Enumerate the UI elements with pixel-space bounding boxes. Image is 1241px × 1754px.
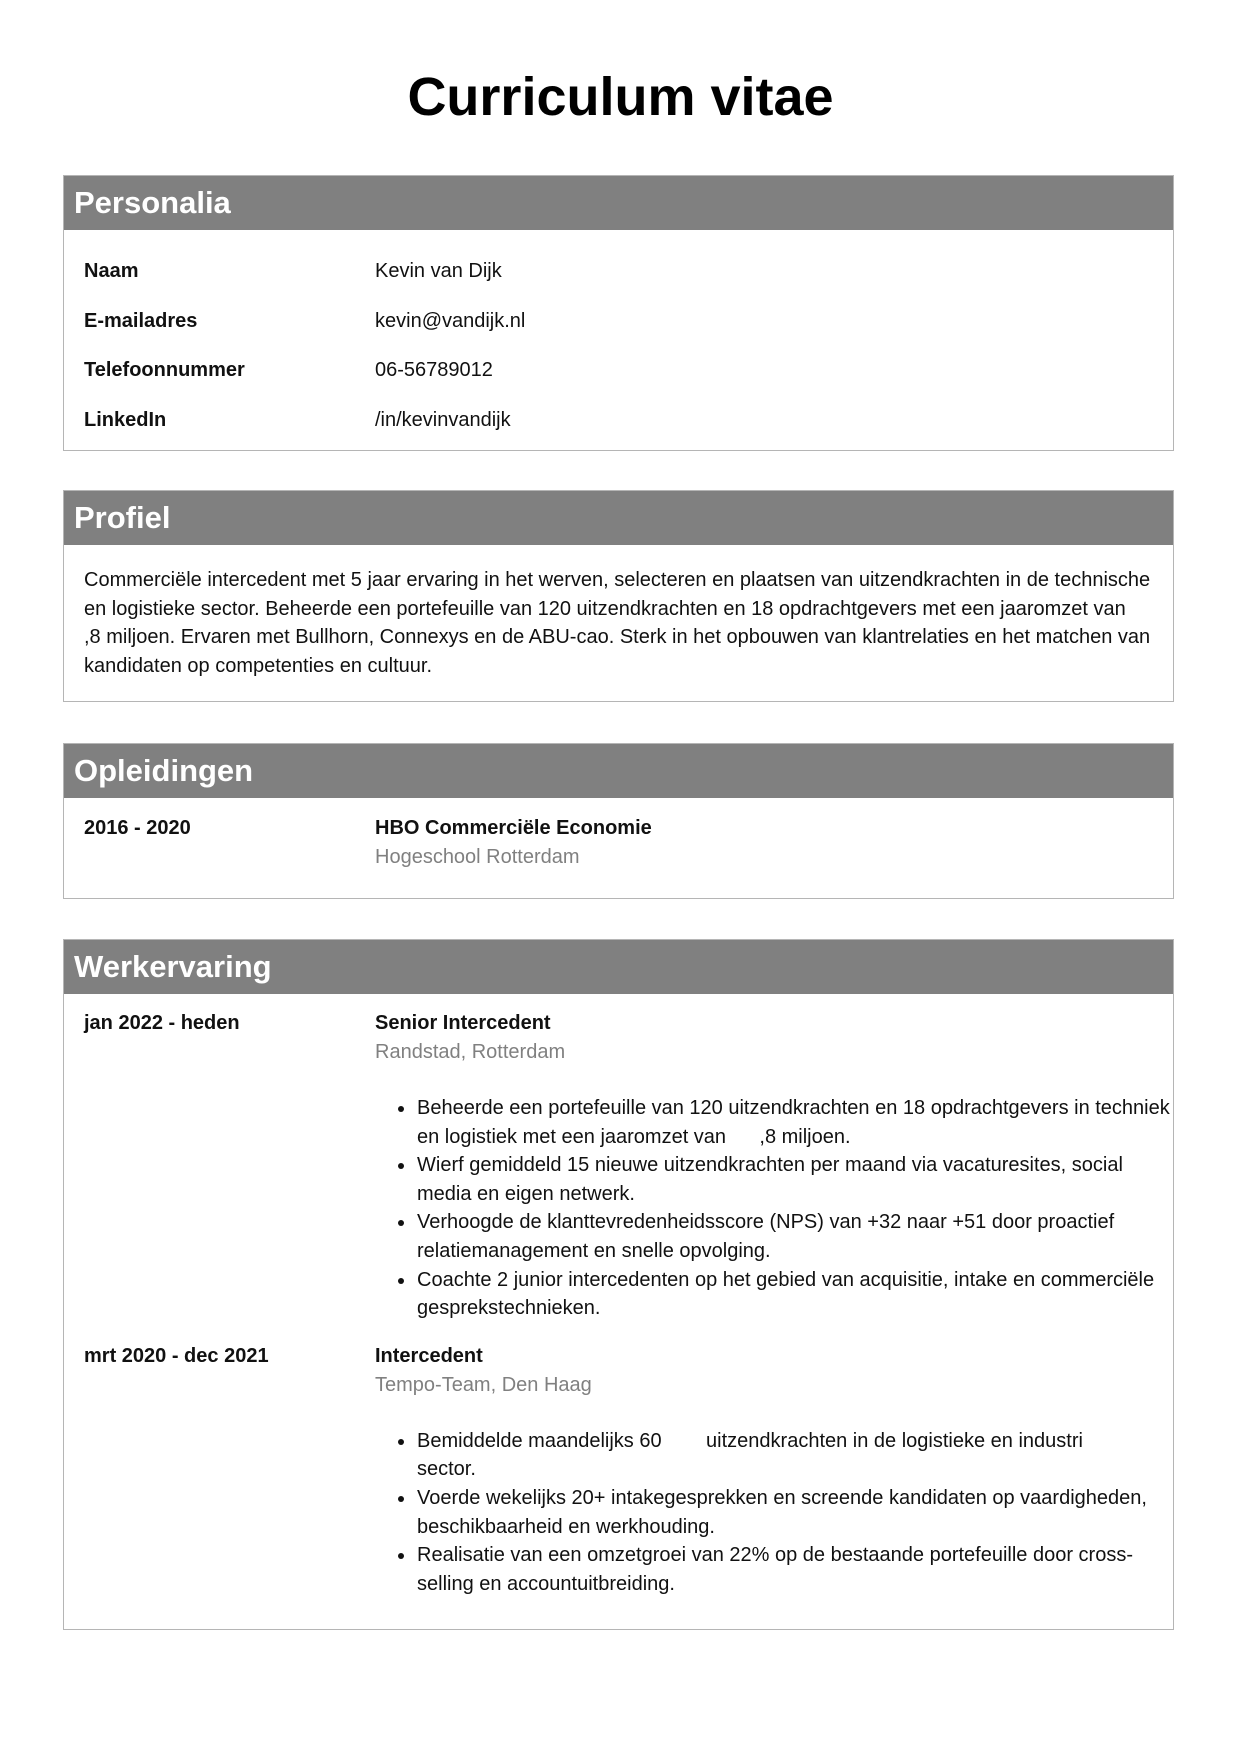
section-opleidingen xyxy=(63,743,1174,899)
work-title: Intercedent xyxy=(375,1344,483,1367)
profile-summary: Commerciële intercedent met 5 jaar ervaring in het werven, selecteren en plaatsen van uitzendkrachten in de technische en logistieke sector. Beheerde een portefeuille van 120 uitzendkrachten en 18 opdrachtgevers met een jaaromzet van ,8 miljoen. Ervaren met Bullhorn, Connexys en de ABU-cao. Sterk in het opbouwen van klantrelaties en het matchen van kandidaten op competenties en cultuur. xyxy=(84,569,1160,677)
section-heading-opleidingen: Opleidingen xyxy=(64,744,1173,798)
section-heading-profiel: Profiel xyxy=(64,491,1173,545)
field-value: Kevin van Dijk xyxy=(375,260,502,282)
section-werkervaring xyxy=(63,939,1174,1630)
field-row-email xyxy=(64,297,1173,347)
field-label: LinkedIn xyxy=(84,408,167,431)
field-row-linkedin xyxy=(64,396,1173,446)
document-title: Curriculum vitae xyxy=(407,67,834,127)
work-bullets xyxy=(375,1094,1176,1323)
list-item: • Coachte 2 junior intercedenten op het gebied van acquisitie, intake en commerciële gesprekstechnieken. xyxy=(416,1266,1173,1323)
work-employer: Tempo-Team, Den Haag xyxy=(375,1373,592,1396)
field-value: /in/kevinvandijk xyxy=(375,408,511,431)
work-bullets xyxy=(375,1427,1173,1599)
work-employer: Randstad, Rotterdam xyxy=(375,1041,566,1063)
section-heading-werkervaring: Werkervaring xyxy=(64,940,1173,994)
education-school: Hogeschool Rotterdam xyxy=(375,846,580,868)
list-item: • Bemiddelde maandelijks 60 uitzendkrachten in de logistieke en industri sector. xyxy=(416,1427,1173,1484)
work-period: jan 2022 - heden xyxy=(84,1012,240,1034)
work-period: mrt 2020 - dec 2021 xyxy=(84,1344,269,1367)
section-heading-personalia: Personalia xyxy=(64,176,1173,230)
personalia-fields xyxy=(64,230,1173,445)
education-period: 2016 - 2020 xyxy=(84,817,191,839)
work-title: Senior Intercedent xyxy=(375,1012,551,1034)
field-label: Naam xyxy=(84,260,139,282)
education-title: HBO Commerciële Economie xyxy=(375,817,652,839)
work-entry xyxy=(64,1323,1173,1599)
field-row-naam xyxy=(64,247,1173,297)
list-item: • Verhoogde de klanttevredenheidsscore (NPS) van +32 naar +51 door proactief relatiemanagement en snelle opvolging. xyxy=(416,1208,1173,1265)
field-label: E-mailadres xyxy=(84,309,198,332)
list-item: • Realisatie van een omzetgroei van 22% op de bestaande portefeuille door cross-selling en accountuitbreiding. xyxy=(416,1541,1173,1598)
work-info xyxy=(375,1342,1173,1599)
education-entry xyxy=(64,798,1173,872)
list-item: • Wierf gemiddeld 15 nieuwe uitzendkrachten per maand via vacaturesites, social media en eigen netwerk. xyxy=(416,1151,1173,1208)
section-profiel xyxy=(63,490,1174,702)
list-item: • Beheerde een portefeuille van 120 uitzendkrachten en 18 opdrachtgevers in techniek en logistiek met een jaaromzet van ,8 miljoen. xyxy=(416,1094,1173,1151)
field-value: 06-56789012 xyxy=(375,359,493,381)
field-row-telefoon xyxy=(64,346,1173,396)
education-info xyxy=(375,814,1173,872)
list-item: • Voerde wekelijks 20+ intakegesprekken en screende kandidaten op vaardigheden, beschikbaarheid en werkhouding. xyxy=(416,1484,1173,1541)
work-info xyxy=(375,1009,1176,1323)
field-value: kevin@vandijk.nl xyxy=(375,309,526,332)
work-entry xyxy=(64,994,1176,1323)
field-label: Telefoonnummer xyxy=(84,359,245,381)
section-personalia xyxy=(63,175,1174,451)
